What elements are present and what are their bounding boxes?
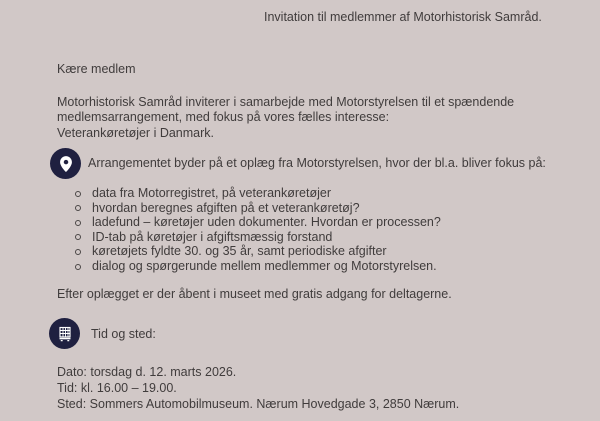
intro-line: Veterankøretøjer i Danmark.	[57, 125, 214, 140]
date-line: Dato: torsdag d. 12. marts 2026.	[57, 365, 237, 379]
bullet-marker	[75, 234, 81, 240]
list-item-text: dialog og spørgerunde mellem medlemmer og Motorstyrelsen.	[92, 258, 437, 273]
agenda-bullet-list	[75, 186, 441, 274]
when-where-heading: Tid og sted:	[91, 327, 156, 341]
intro-paragraph	[57, 95, 514, 141]
bullet-marker	[75, 264, 81, 270]
bullet-marker	[75, 249, 81, 255]
list-item	[75, 230, 441, 245]
list-item	[75, 201, 441, 216]
time-line: Tid: kl. 16.00 – 19.00.	[57, 381, 177, 395]
bullet-marker	[75, 205, 81, 211]
calendar-grid-icon	[49, 318, 80, 349]
bullet-marker	[75, 191, 81, 197]
list-item	[75, 244, 441, 259]
greeting: Kære medlem	[57, 62, 136, 76]
list-item	[75, 215, 441, 230]
list-item	[75, 259, 441, 274]
after-note: Efter oplægget er der åbent i museet med gratis adgang for deltagerne.	[57, 287, 452, 301]
agenda-heading: Arrangementet byder på et oplæg fra Motorstyrelsen, hvor der bl.a. bliver fokus på:	[88, 156, 546, 170]
intro-line: medlemsarrangement, med fokus på vores fælles interesse:	[57, 110, 390, 125]
list-item-text: data fra Motorregistret, på veterankøretøjer	[92, 186, 331, 200]
event-details	[57, 364, 459, 412]
list-item-text: hvordan beregnes afgiften på et veterankøretøj?	[92, 200, 360, 215]
list-item-text: køretøjets fyldte 30. og 35 år, samt periodiske afgifter	[92, 244, 387, 259]
intro-line: Motorhistorisk Samråd inviterer i samarbejde med Motorstyrelsen til et spændende	[57, 95, 515, 109]
list-item-text: ladefund – køretøjer uden dokumenter. Hvordan er processen?	[92, 215, 441, 230]
bullet-marker	[75, 220, 81, 226]
location-pin-icon	[50, 148, 81, 179]
place-line: Sted: Sommers Automobilmuseum. Nærum Hovedgade 3, 2850 Nærum.	[57, 397, 460, 411]
header-note: Invitation til medlemmer af Motorhistorisk Samråd.	[264, 10, 542, 24]
list-item	[75, 186, 441, 201]
list-item-text: ID-tab på køretøjer i afgiftsmæssig forstand	[92, 229, 333, 244]
